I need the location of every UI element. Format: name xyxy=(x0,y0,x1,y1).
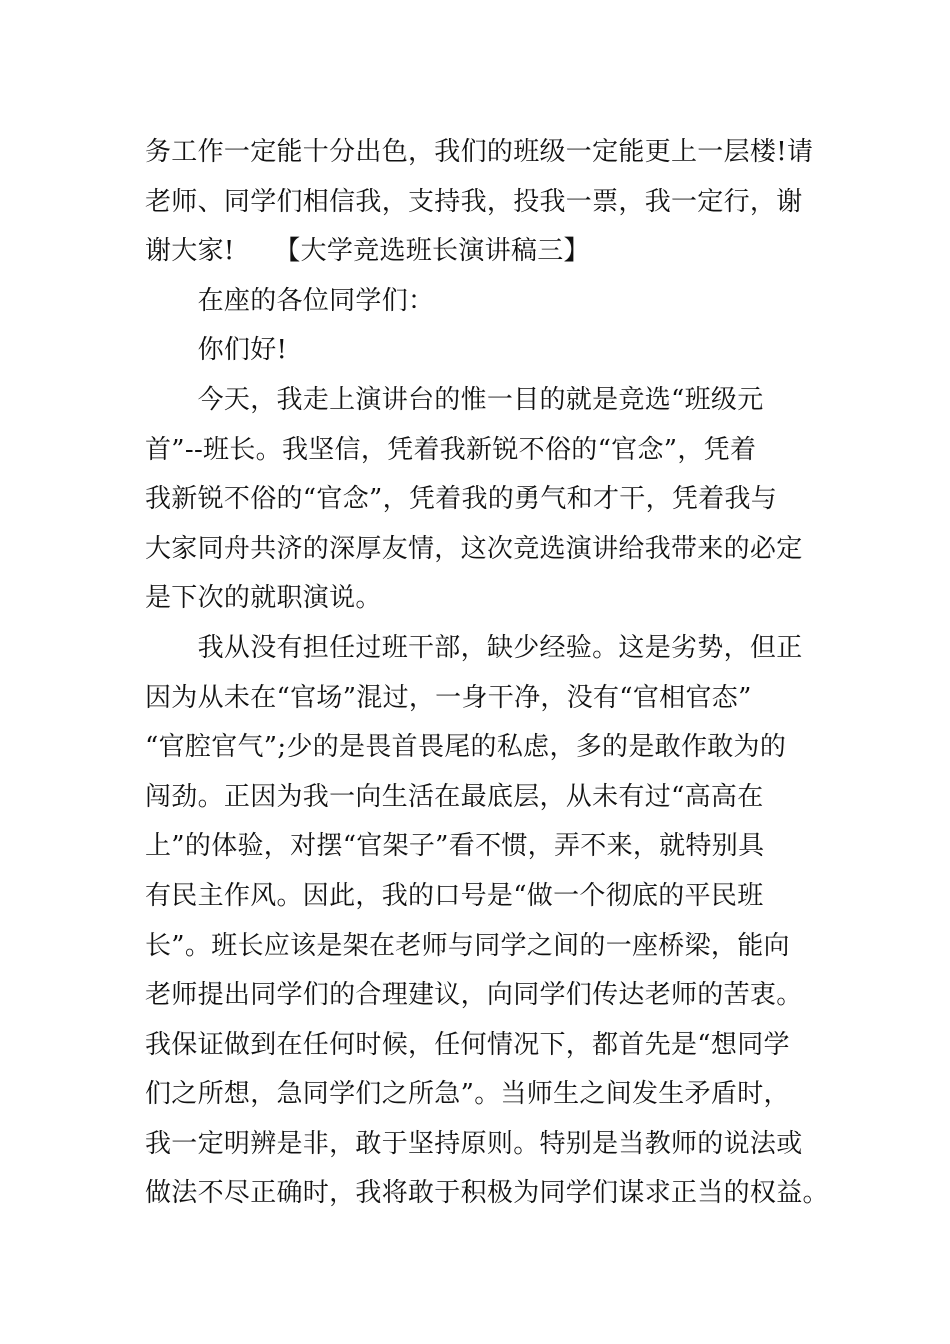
text-line: 务工作一定能十分出色，我们的班级一定能更上一层楼!请 xyxy=(145,137,814,167)
speech-text-block xyxy=(145,128,829,1219)
text-line: 老师提出同学们的合理建议，向同学们传达老师的苦衷。 xyxy=(145,980,803,1011)
text-line: 我新锐不俗的“官念”，凭着我的勇气和才干，凭着我与 xyxy=(145,484,778,515)
text-line: 我从没有担任过班干部，缺少经验。这是劣势，但正 xyxy=(145,632,803,663)
text-line: 因为从未在“官场”混过，一身干净，没有“官相官态” xyxy=(145,682,752,713)
text-line: 谢大家! 【大学竞选班长演讲稿三】 xyxy=(145,236,590,267)
text-line: 有民主作风。因此，我的口号是“做一个彻底的平民班 xyxy=(145,880,764,911)
text-line: 做法不尽正确时，我将敢于积极为同学们谋求正当的权益。 xyxy=(145,1178,829,1209)
text-line: 闯劲。正因为我一向生活在最底层，从未有过“高高在 xyxy=(145,781,764,812)
text-line: 我一定明辨是非，敢于坚持原则。特别是当教师的说法或 xyxy=(145,1128,803,1159)
text-line: 上”的体验，对摆“官架子”看不惯，弄不来，就特别具 xyxy=(145,831,765,862)
text-line: 老师、同学们相信我，支持我，投我一票，我一定行，谢 xyxy=(145,186,803,217)
text-line: 大家同舟共济的深厚友情，这次竞选演讲给我带来的必定 xyxy=(145,533,803,564)
text-line: 我保证做到在任何时候，任何情况下，都首先是“想同学 xyxy=(145,1029,790,1060)
text-line: “官腔官气”;少的是畏首畏尾的私虑，多的是敢作敢为的 xyxy=(145,732,787,763)
text-line: 首”--班长。我坚信，凭着我新锐不俗的“官念”，凭着 xyxy=(145,434,757,465)
text-line: 们之所想，急同学们之所急”。当师生之间发生矛盾时， xyxy=(145,1079,790,1110)
text-line: 在座的各位同学们： xyxy=(145,285,435,316)
text-line: 今天，我走上演讲台的惟一目的就是竞选“班级元 xyxy=(145,384,764,415)
text-line: 你们好! xyxy=(145,335,288,366)
text-line: 长”。班长应该是架在老师与同学之间的一座桥梁，能向 xyxy=(145,930,790,961)
text-line: 是下次的就职演说。 xyxy=(145,583,382,614)
